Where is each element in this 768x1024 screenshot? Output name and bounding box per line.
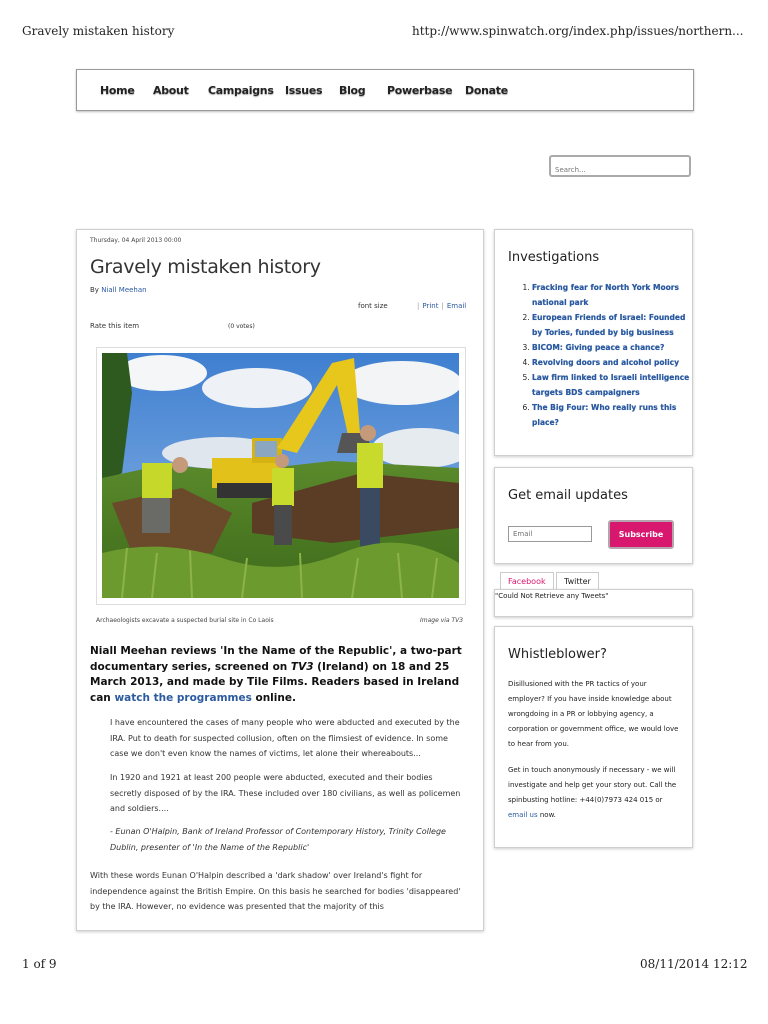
list-item — [532, 355, 692, 370]
lead-channel: TV3 — [290, 660, 314, 673]
blockquote-paragraph: In 1920 and 1921 at least 200 people were abducted, executed and their bodies secretly disposed of by the IRA. These included over 180 civilians, as well as policemen and soldiers.... — [110, 773, 461, 813]
print-header-url: http://www.spinwatch.org/index.php/issues/northern... — [412, 24, 744, 38]
list-item — [532, 280, 692, 310]
email-field[interactable] — [508, 526, 592, 542]
rate-label: Rate this item — [90, 322, 140, 330]
investigation-link[interactable]: BICOM: Giving peace a chance? — [532, 343, 665, 352]
print-datetime: 08/11/2014 12:12 — [640, 957, 748, 971]
tab-twitter[interactable]: Twitter — [556, 572, 599, 589]
list-item — [532, 340, 692, 355]
email-link[interactable]: Email — [446, 302, 467, 310]
main-navigation — [76, 69, 694, 111]
article-panel — [76, 229, 484, 931]
author-link[interactable]: Niall Meehan — [101, 286, 147, 294]
article-date: Thursday, 04 April 2013 00:00 — [90, 237, 182, 244]
by-label: By — [90, 286, 99, 294]
nav-home[interactable]: Home — [100, 84, 135, 97]
article-body: With these words Eunan O'Halpin described a 'dark shadow' over Ireland's fight for independence against the British Empire. On this basis he searched for bodies 'disappeared' by the IRA. However, no evidence was presented that the majority of this — [90, 871, 461, 911]
article-image-frame — [96, 347, 466, 605]
tweets-message: "Could Not Retrieve any Tweets" — [495, 592, 609, 600]
tab-facebook[interactable]: Facebook — [500, 572, 554, 589]
email-updates-box — [494, 467, 693, 564]
lead-text: Niall Meehan reviews 'In the Name of the Republic', a two-part documentary series, screened on — [90, 645, 462, 673]
nav-about[interactable]: About — [153, 84, 189, 97]
email-updates-title: Get email updates — [508, 488, 628, 503]
nav-donate[interactable]: Donate — [465, 84, 508, 97]
image-credit: Image via TV3 — [420, 617, 464, 624]
investigation-link[interactable]: European Friends of Israel: Founded by Tories, funded by big business — [532, 313, 686, 337]
lead-text: online. — [251, 691, 296, 704]
investigations-list — [520, 280, 692, 430]
byline — [90, 286, 147, 294]
contact-text: now. — [537, 811, 556, 819]
search-box — [549, 155, 691, 177]
investigation-link[interactable]: Law firm linked to Israeli intelligence targets BDS campaigners — [532, 373, 690, 397]
list-item — [532, 400, 692, 430]
whistleblower-box — [494, 626, 693, 848]
subscribe-button[interactable]: Subscribe — [608, 520, 674, 549]
investigation-link[interactable]: The Big Four: Who really runs this place? — [532, 403, 677, 427]
nav-powerbase[interactable]: Powerbase — [387, 84, 453, 97]
image-caption: Archaeologists excavate a suspected burial site in Co Laois — [96, 617, 274, 624]
divider: | — [417, 302, 420, 310]
nav-issues[interactable]: Issues — [285, 84, 323, 97]
article-lead — [90, 644, 470, 706]
list-item — [532, 370, 692, 400]
investigations-title: Investigations — [508, 250, 600, 265]
nav-blog[interactable]: Blog — [339, 84, 366, 97]
print-header-title: Gravely mistaken history — [22, 24, 175, 38]
excavation-photo — [102, 353, 459, 598]
print-page-number: 1 of 9 — [22, 957, 57, 971]
article-tools — [414, 302, 466, 310]
whistleblower-intro: Disillusioned with the PR tactics of your employer? If you have inside knowledge about wrongdoing in a PR or lobbying agency, a corporation or government office, we would love to hear from you. — [508, 680, 679, 748]
lead-text: (Ireland) on 18 and 25 March 2013, and made by Tile Films. Readers based in Ireland can — [90, 660, 460, 704]
watch-programmes-link[interactable]: watch the programmes — [114, 691, 252, 704]
vote-count: (0 votes) — [228, 323, 255, 330]
nav-campaigns[interactable]: Campaigns — [208, 84, 274, 97]
font-size-control[interactable]: font size — [358, 302, 388, 310]
whistleblower-contact — [508, 763, 684, 823]
whistleblower-title: Whistleblower? — [508, 647, 607, 662]
article-photo — [102, 353, 459, 598]
divider: | — [441, 302, 444, 310]
investigation-link[interactable]: Fracking fear for North York Moors national park — [532, 283, 679, 307]
tweets-panel — [494, 589, 693, 617]
list-item — [532, 310, 692, 340]
investigations-box — [494, 229, 693, 456]
article-title: Gravely mistaken history — [90, 256, 321, 278]
contact-text: Get in touch anonymously if necessary - we will investigate and help get your story out. Call the spinbusting hotline: +44(0)7973 424 015 or — [508, 766, 677, 804]
quote-attribution: - Eunan O'Halpin, Bank of Ireland Professor of Contemporary History, Trinity College Dublin, presenter of 'In the Name of the Republic' — [110, 827, 446, 852]
investigation-link[interactable]: Revolving doors and alcohol policy — [532, 358, 679, 367]
search-input[interactable] — [555, 162, 685, 178]
email-us-link[interactable]: email us — [508, 811, 538, 819]
blockquote-paragraph: I have encountered the cases of many people who were abducted and executed by the IRA. Put to death for suspected collusion, often on the flimsiest of evidence. In some case we don't even know the names of victims, let alone their whereabouts... — [110, 718, 460, 758]
print-link[interactable]: Print — [422, 302, 439, 310]
